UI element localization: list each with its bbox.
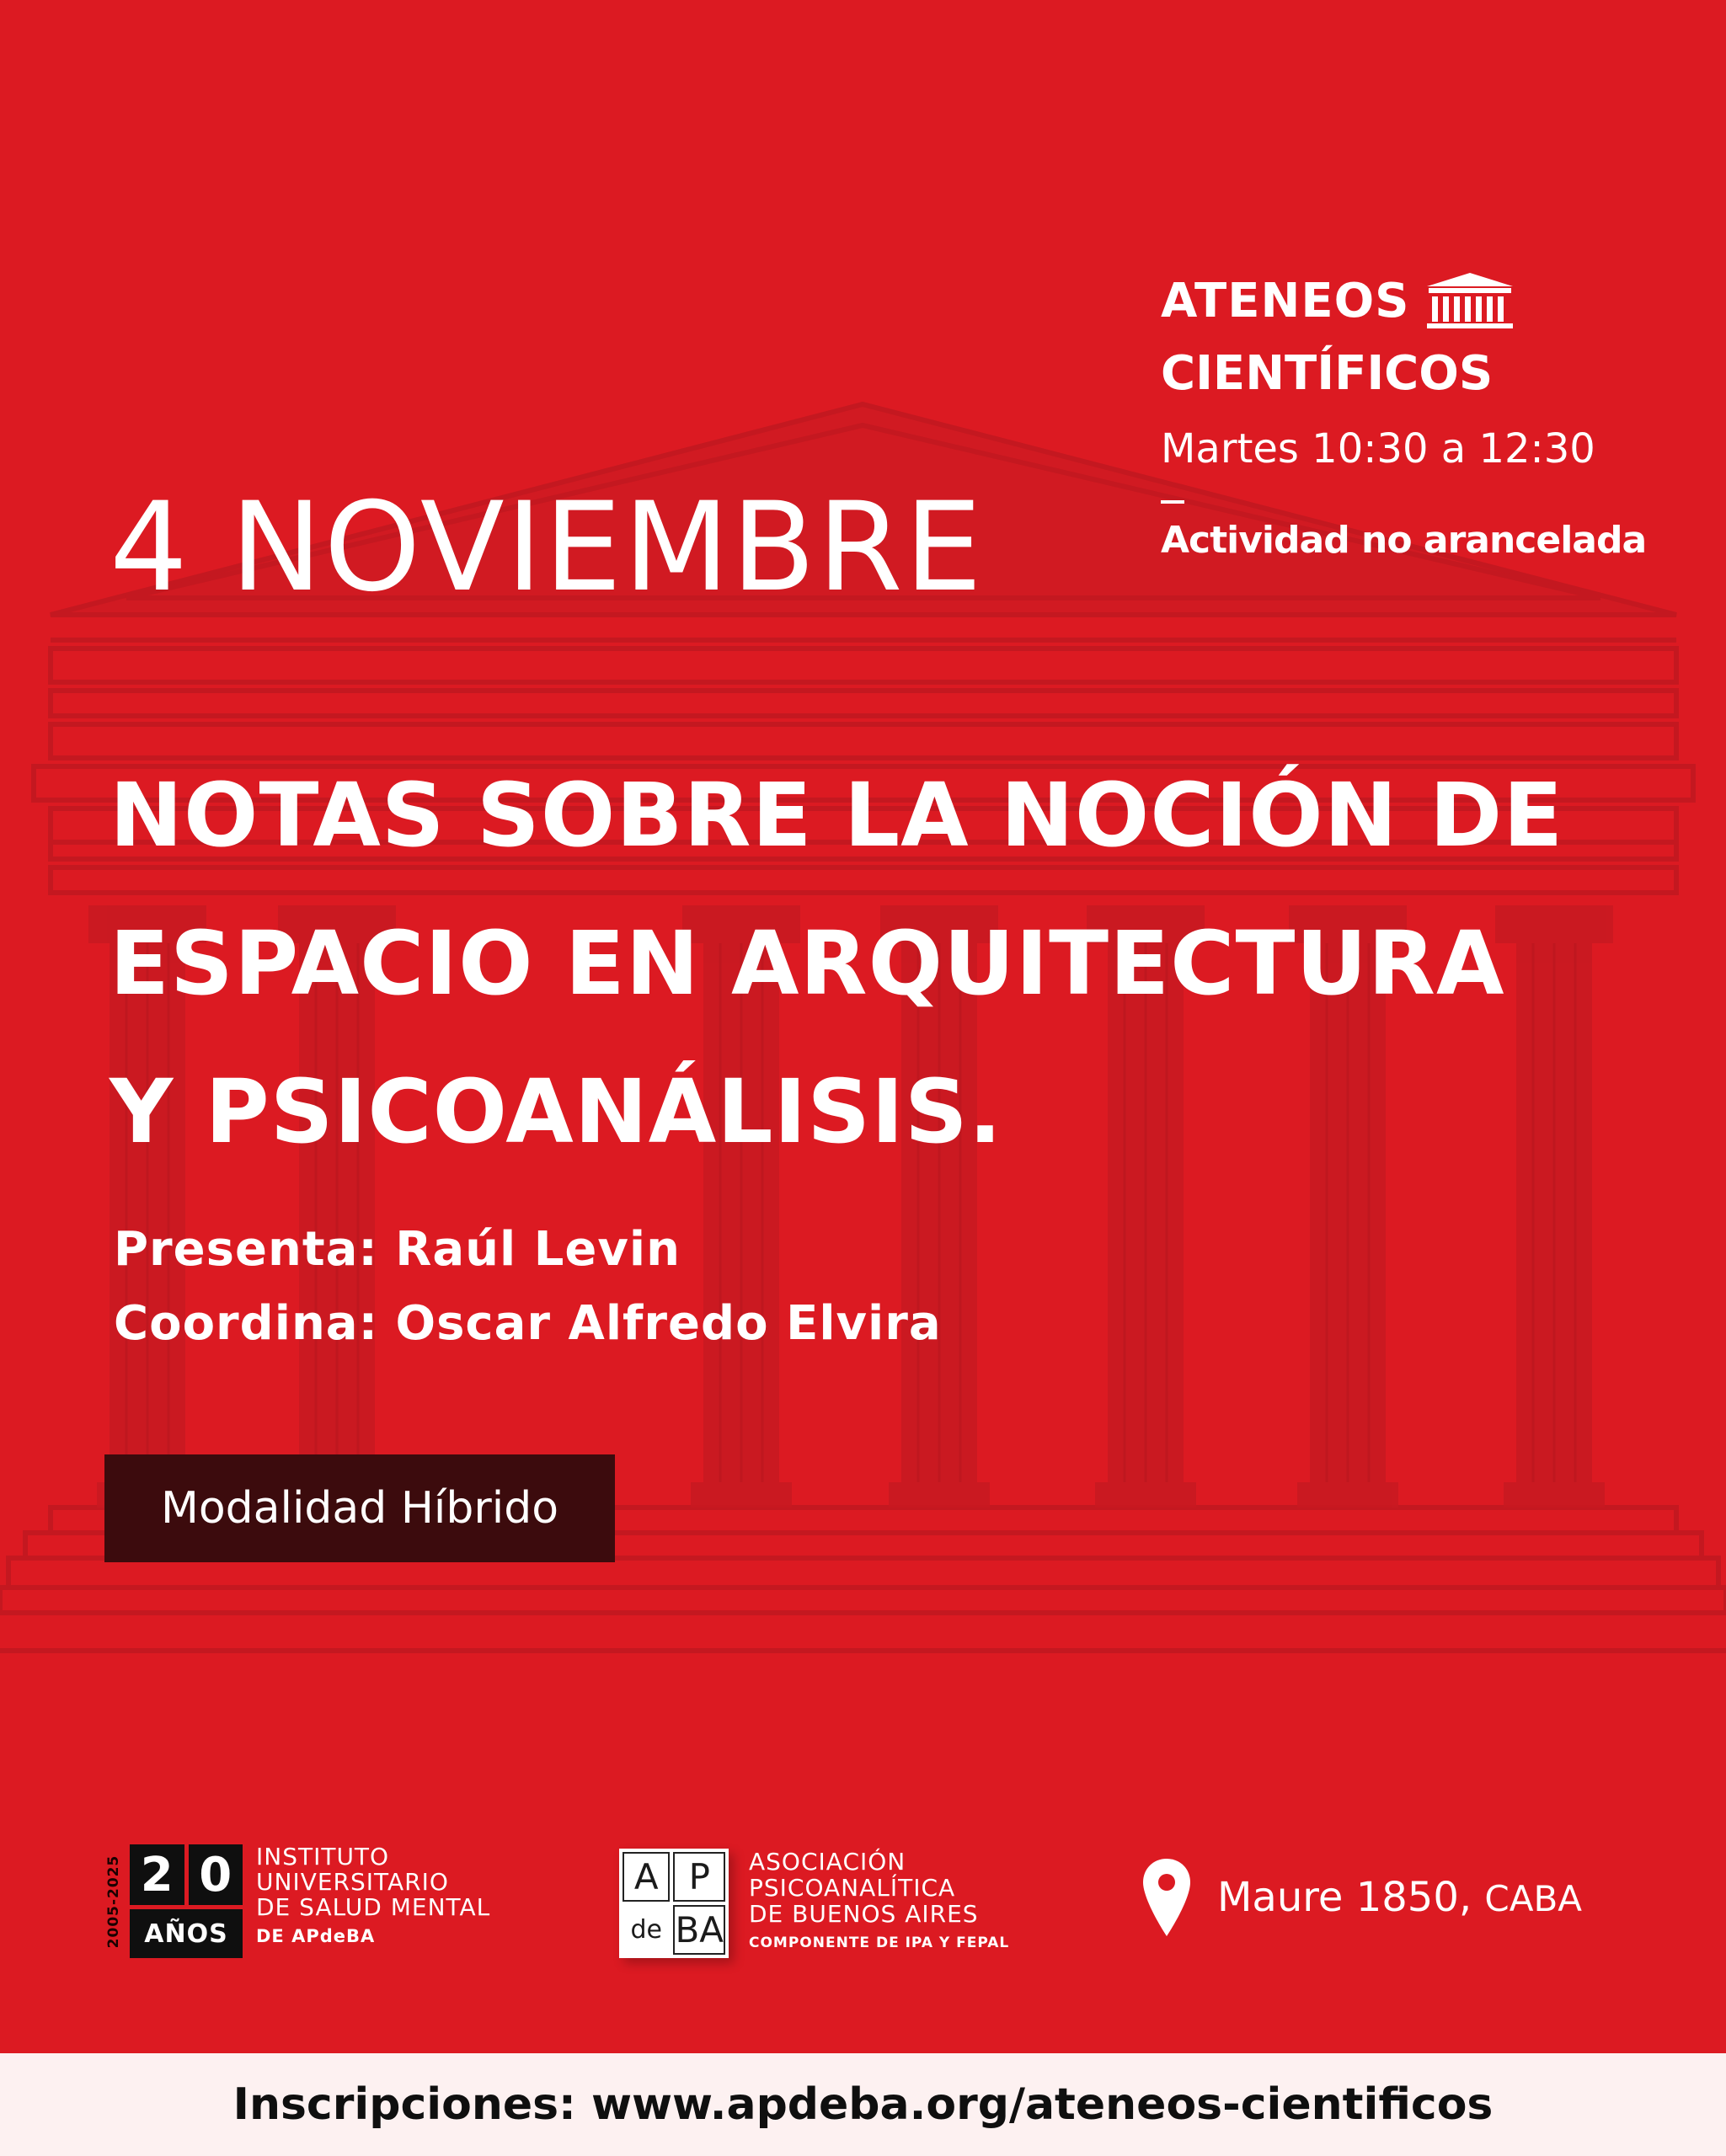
modality-badge: Modalidad Híbrido <box>104 1454 615 1562</box>
iusam-text: INSTITUTO UNIVERSITARIO DE SALUD MENTAL DE APdeBA <box>256 1843 491 1946</box>
event-title-line-1: NOTAS SOBRE LA NOCIÓN DE <box>110 764 1564 867</box>
iusam-anos: AÑOS <box>130 1909 243 1958</box>
apdeba-cell-p: P <box>673 1852 725 1902</box>
apdeba-logo <box>619 1849 1009 1958</box>
address-city: CABA <box>1484 1878 1583 1919</box>
address-text <box>1217 1874 1582 1921</box>
event-title-line-3: Y PSICOANÁLISIS. <box>110 1060 1003 1163</box>
apdeba-cell-de: de <box>623 1905 670 1955</box>
apdeba-grid <box>619 1849 729 1958</box>
ateneos-block <box>1161 261 1646 562</box>
event-address <box>1141 1857 1582 1938</box>
apdeba-cell-ba: BA <box>673 1905 725 1955</box>
apdeba-text: ASOCIACIÓN PSICOANALÍTICA DE BUENOS AIRES COMPONENTE DE IPA Y FEPAL <box>749 1848 1010 1951</box>
iusam-20-anos-box <box>130 1844 243 1958</box>
ateneos-fee: Actividad no arancelada <box>1161 519 1647 562</box>
iusam-logo <box>101 1844 490 1958</box>
registration-link[interactable]: Inscripciones: www.apdeba.org/ateneos-cientificos <box>232 2079 1494 2130</box>
ateneos-schedule: Martes 10:30 a 12:30 <box>1161 425 1595 472</box>
divider-dash <box>1161 500 1184 504</box>
iusam-years-range: 2005-2025 <box>105 1854 122 1948</box>
address-street: Maure 1850, <box>1217 1874 1472 1921</box>
registration-footer <box>0 2053 1726 2156</box>
coordinator: Coordina: Oscar Alfredo Elvira <box>114 1296 942 1351</box>
ateneos-title-line2: CIENTÍFICOS <box>1161 346 1494 401</box>
location-pin-icon <box>1141 1857 1192 1938</box>
temple-icon <box>1424 271 1516 332</box>
iusam-digit-2: 2 <box>130 1844 184 1905</box>
ateneos-title-row <box>1161 261 1646 342</box>
event-date: 4 NOVIEMBRE <box>110 476 984 619</box>
apdeba-cell-a: A <box>623 1852 670 1902</box>
presenter: Presenta: Raúl Levin <box>114 1222 681 1277</box>
iusam-digit-0: 0 <box>184 1844 243 1905</box>
event-people <box>114 1213 942 1361</box>
event-title-line-2: ESPACIO EN ARQUITECTURA <box>110 912 1505 1015</box>
ateneos-title-line1: ATENEOS <box>1161 274 1410 328</box>
event-title <box>110 741 1659 1186</box>
